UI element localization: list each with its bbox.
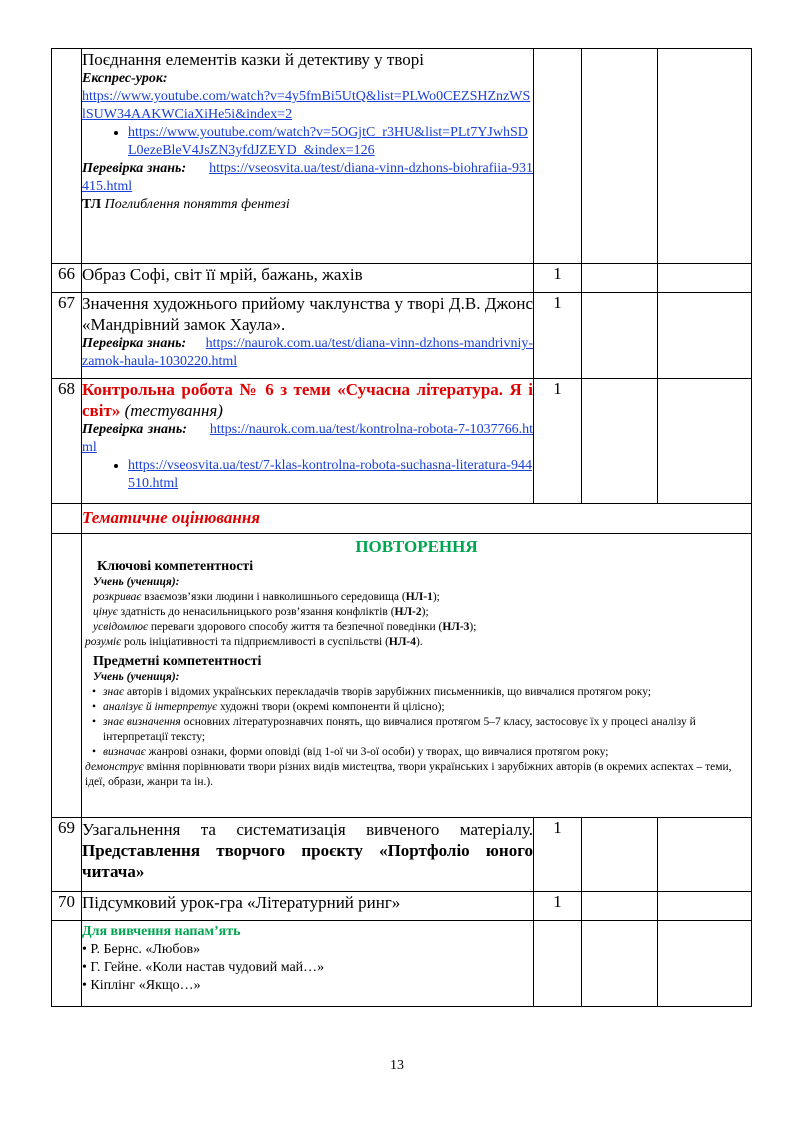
date-cell <box>582 264 658 293</box>
date-cell <box>582 892 658 921</box>
subject-item: • визначає жанрові ознаки, форми оповіді (від 1-ої чи 3-ої особи) у творах, що вивчалися протягом року; <box>85 745 751 760</box>
lesson-title: Узагальнення та систематизація вивченого матеріалу. <box>82 820 533 839</box>
table-row <box>52 818 752 892</box>
note-cell <box>658 921 752 1007</box>
list-item: • Г. Гейне. «Коли настав чудовий май…» <box>82 960 325 975</box>
key-item: цінує здатність до ненасильницького розв’язання конфліктів (НЛ-2); <box>93 606 429 618</box>
memorize-cell <box>82 921 534 1007</box>
lesson-topic-cell <box>82 49 534 264</box>
lesson-topic-cell <box>82 293 534 379</box>
tl-label: ТЛ <box>82 197 102 212</box>
lesson-number-cell <box>52 49 82 264</box>
note-cell <box>658 892 752 921</box>
lesson-topic-cell <box>82 892 534 921</box>
youtube-link[interactable]: https://www.youtube.com/watch?v=5OGjtC_r3HU&list=PLt7YJwhSDL0ezeBleV4JsZN3yfdJZEYD_&index=126 <box>128 125 528 158</box>
table-row <box>52 293 752 379</box>
date-cell <box>582 921 658 1007</box>
review-heading: ПОВТОРЕННЯ <box>355 537 478 556</box>
date-cell <box>582 379 658 504</box>
lesson-number-cell: 68 <box>52 379 82 504</box>
table-row <box>52 534 752 818</box>
key-item: розуміє роль ініціативності та підприємливості в суспільстві (НЛ-4). <box>85 636 423 648</box>
lesson-title: Образ Софі, світ її мрій, бажань, жахів <box>82 265 363 284</box>
hours-cell: 1 <box>534 818 582 892</box>
hours-cell: 1 <box>534 264 582 293</box>
date-cell <box>582 293 658 379</box>
table-row <box>52 264 752 293</box>
lesson-title: Підсумковий урок-гра «Літературний ринг» <box>82 893 401 912</box>
page-number: 13 <box>390 1058 404 1073</box>
subject-item: • знає авторів і відомих українських перекладачів творів зарубіжних письменників, що вивчалися протягом року; <box>85 685 751 700</box>
lesson-number-cell <box>52 504 82 534</box>
list-item: • Р. Бернс. «Любов» <box>82 942 201 957</box>
lesson-title: Значення художнього прийому чаклунства у творі Д.В. Джонс «Мандрівний замок Хаула». <box>82 294 533 334</box>
test-note: (тестування) <box>124 401 223 420</box>
student-label: Учень (учениця): <box>93 576 180 588</box>
lesson-topic-cell <box>82 818 534 892</box>
table-row <box>52 504 752 534</box>
check-label: Перевірка знань: <box>82 161 187 176</box>
key-item: розкриває взаємозв’язки людини і навколишнього середовища (НЛ-1); <box>93 591 440 603</box>
key-item: усвідомлює переваги здорового способу життя та безпечної поведінки (НЛ-3); <box>93 621 477 633</box>
test-link[interactable]: https://vseosvita.ua/test/7-klas-kontrolna-robota-suchasna-literatura-944510.html <box>128 458 532 491</box>
subject-competences-title: Предметні компетентності <box>93 654 262 669</box>
table-row <box>52 921 752 1007</box>
list-item: • Кіплінг «Якщо…» <box>82 978 201 993</box>
note-cell <box>658 264 752 293</box>
subject-item: • знає визначення основних літературознавчих понять, що вивчалися протягом 5–7 класу, застосовує їх у процесі аналізу й інтерпретації тексту; <box>85 715 751 745</box>
table-row <box>52 892 752 921</box>
test-link[interactable]: https://vseosvita.ua/test/diana-vinn-dzhons-biohrafiia-931415.html <box>82 161 534 194</box>
bullet-icon: • <box>91 686 97 698</box>
hours-cell <box>534 921 582 1007</box>
lesson-number-cell: 70 <box>52 892 82 921</box>
subject-item: • аналізує й інтерпретує художні твори (окремі компоненти й цілісно); <box>85 700 751 715</box>
bullet-icon: • <box>91 701 97 713</box>
express-lesson-label: Експрес-урок: <box>82 71 168 86</box>
subject-item: демонструє вміння порівнювати твори різних видів мистецтва, твори українських і зарубіжних авторів (в окремих аспектах – теми, ідеї, образи, жанри та ін.). <box>85 761 732 788</box>
curriculum-table <box>51 48 752 1007</box>
lesson-number-cell: 69 <box>52 818 82 892</box>
lesson-number-cell: 66 <box>52 264 82 293</box>
tl-text: Поглиблення поняття фентезі <box>104 197 290 212</box>
note-cell <box>658 293 752 379</box>
student-label: Учень (учениця): <box>93 671 180 683</box>
memorize-heading: Для вивчення напам’ять <box>82 924 241 939</box>
note-cell <box>658 818 752 892</box>
bullet-icon: • <box>91 716 97 728</box>
project-title: Представлення творчого проєкту «Портфоліо юного читача» <box>82 841 533 881</box>
note-cell <box>658 379 752 504</box>
lesson-topic-cell <box>82 379 534 504</box>
date-cell <box>582 818 658 892</box>
bullet-icon: • <box>91 746 97 758</box>
check-label: Перевірка знань: <box>82 422 187 437</box>
note-cell <box>658 49 752 264</box>
test-title: Контрольна робота № 6 з теми «Сучасна література. Я і світ» <box>82 380 533 420</box>
hours-cell <box>534 49 582 264</box>
table-row <box>52 379 752 504</box>
check-label: Перевірка знань: <box>82 336 187 351</box>
date-cell <box>582 49 658 264</box>
assessment-cell <box>82 504 752 534</box>
hours-cell: 1 <box>534 293 582 379</box>
lesson-title: Поєднання елементів казки й детективу у творі <box>82 50 424 69</box>
test-link[interactable]: https://naurok.com.ua/test/diana-vinn-dzhons-mandrivniy-zamok-haula-1030220.html <box>82 336 533 369</box>
lesson-number-cell: 67 <box>52 293 82 379</box>
table-row <box>52 49 752 264</box>
lesson-topic-cell <box>82 264 534 293</box>
key-competences-title: Ключові компетентності <box>97 559 254 574</box>
hours-cell: 1 <box>534 892 582 921</box>
test-link[interactable]: https://naurok.com.ua/test/kontrolna-robota-7-1037766.html <box>82 422 534 455</box>
lesson-number-cell <box>52 921 82 1007</box>
lesson-number-cell <box>52 534 82 818</box>
hours-cell: 1 <box>534 379 582 504</box>
youtube-link[interactable]: https://www.youtube.com/watch?v=4y5fmBi5UtQ&list=PLWo0CEZSHZnzWSlSUW34AAKWCiaXiHe5i&index=2 <box>82 89 531 122</box>
assessment-label: Тематичне оцінювання <box>82 508 261 527</box>
review-cell <box>82 534 752 818</box>
